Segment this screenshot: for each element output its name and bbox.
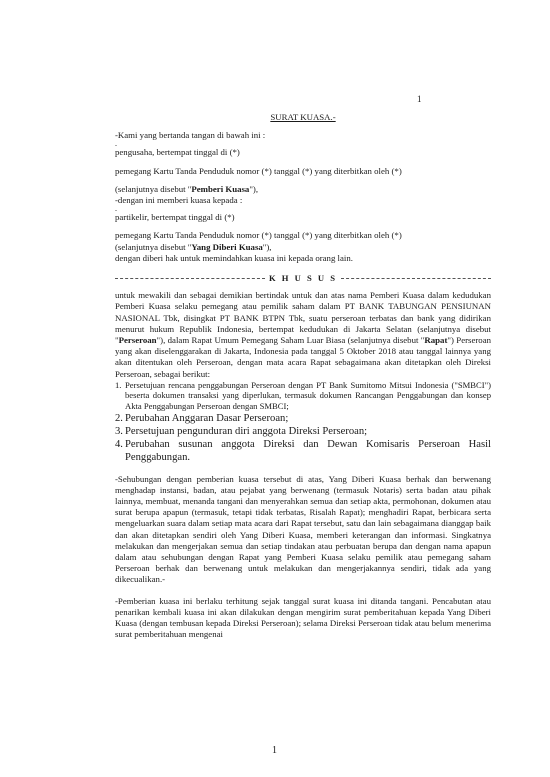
- khusus-heading: K H U S U S: [268, 273, 338, 284]
- grantor-occupation: pengusaha, bertempat tinggal di (*): [115, 147, 240, 158]
- name-placeholder-grantor: .: [115, 139, 117, 149]
- agenda-item: 4. Perubahan susunan anggota Direksi dan Dewan Komisaris Perseroan Hasil Penggabungan.: [115, 438, 491, 463]
- attorney-alias: (selanjutnya disebut "Yang Diberi Kuasa"),: [115, 241, 272, 252]
- khusus-divider: [115, 273, 491, 284]
- substitution-clause: dengan diberi hak untuk memindahkan kuasa ini kepada orang lain.: [115, 252, 353, 263]
- attorney-id: pemegang Kartu Tanda Penduduk nomor (*) tanggal (*) yang diterbitkan oleh (*): [115, 230, 402, 241]
- agenda-item: 3. Persetujuan pengunduran diri anggota Direksi Perseroan;: [115, 425, 368, 437]
- agenda-item: 1. Persetujuan rencana penggabungan Perseroan dengan PT Bank Sumitomo Mitsui Indonesia ("SMBCI") beserta dokumen transaksi yang diperlukan, termasuk dokumen Rancangan Penggabungan dan konsep Akta Penggabungan Perseroan dengan SMBCI;: [115, 379, 491, 412]
- attorney-alias-term: Yang Diberi Kuasa: [191, 241, 263, 252]
- attorney-occupation: partikelir, bertempat tinggal di (*): [115, 212, 235, 223]
- page-number-top: 1: [417, 94, 422, 104]
- page-number-bottom: 1: [272, 745, 277, 756]
- grantor-alias: (selanjutnya disebut "Pemberi Kuasa"),: [115, 183, 259, 194]
- intro-line: -Kami yang bertanda tangan di bawah ini :: [115, 130, 266, 141]
- document-title: SURAT KUASA.-: [270, 112, 336, 122]
- grantor-alias-term: Pemberi Kuasa: [191, 183, 250, 194]
- validity-paragraph: -Pemberian kuasa ini berlaku terhitung sejak tanggal surat kuasa ini ditanda tangani. Pencabutan atau penarikan kembali kuasa ini akan dilakukan dengan mengirim surat pemberitahuan kepada Yang Diberi Kuasa (dengan tembusan kepada Direksi Perseroan); selama Direksi Perseroan tidak atau belum menerima surat pemberitahuan mengenai: [115, 595, 491, 640]
- agenda-item: 2. Perubahan Anggaran Dasar Perseroan;: [115, 412, 289, 424]
- document-body: [115, 112, 491, 640]
- agenda-list: [115, 380, 491, 464]
- mandate-paragraph: untuk mewakili dan sebagai demikian bertindak untuk dan atas nama Pemberi Kuasa dalam kedudukan Pemberi Kuasa selaku pemegang atau pemilik saham dalam PT BANK TABUNGAN PENSIUNAN NASIONAL Tbk, disingkat PT BANK BTPN Tbk, suatu perseroan terbatas dan bank yang didirikan menurut hukum Republik Indonesia, bertempat kedudukan di Jakarta Selatan (selanjutnya disebut "Perseroan"), dalam Rapat Umum Pemegang Saham Luar Biasa (selanjutnya disebut "Rapat") Perseroan yang akan diselenggarakan di Jakarta, Indonesia pada tanggal 5 Oktober 2018 atau tanggal lainnya yang akan ditentukan oleh Perseroan, dengan mata acara Rapat sebagaimana akan ditetapkan oleh Direksi Perseroan, sebagai berikut:: [115, 290, 491, 379]
- rapat-term: Rapat: [424, 335, 448, 346]
- grant-intro: -dengan ini memberi kuasa kepada :: [115, 195, 243, 206]
- grantor-id: pemegang Kartu Tanda Penduduk nomor (*) tanggal (*) yang diterbitkan oleh (*): [115, 165, 402, 176]
- name-placeholder-attorney: .: [115, 204, 117, 214]
- perseroan-term: Perseroan: [118, 335, 157, 346]
- authority-paragraph: -Sehubungan dengan pemberian kuasa tersebut di atas, Yang Diberi Kuasa berhak dan berwenang menghadap instansi, badan, atau pejabat yang berwenang (termasuk Notaris) serta badan atau pihak lainnya, membuat, menanda tangani dan menyerahkan semua dan setiap akta, permohonan, dokumen atau surat berupa apapun (termasuk, tetapi tidak terbatas, Risalah Rapat); menghadiri Rapat, berbicara serta mengeluarkan suara dalam setiap mata acara dari Rapat tersebut, satu dan lain sebagaimana dianggap baik dan akan ditetapkan sendiri oleh Yang Diberi Kuasa, memberi keterangan dan informasi. Singkatnya melakukan dan mengerjakan semua dan setiap tindakan atau perbuatan berupa dan dengan nama apapun dalam atau sehubungan dengan Rapat yang Pemberi Kuasa selaku pemilik atau pemegang saham Perseroan berhak dan berwenang untuk melakukan dan mengerjakannya sendiri, tidak ada yang dikecualikan.-: [115, 473, 491, 585]
